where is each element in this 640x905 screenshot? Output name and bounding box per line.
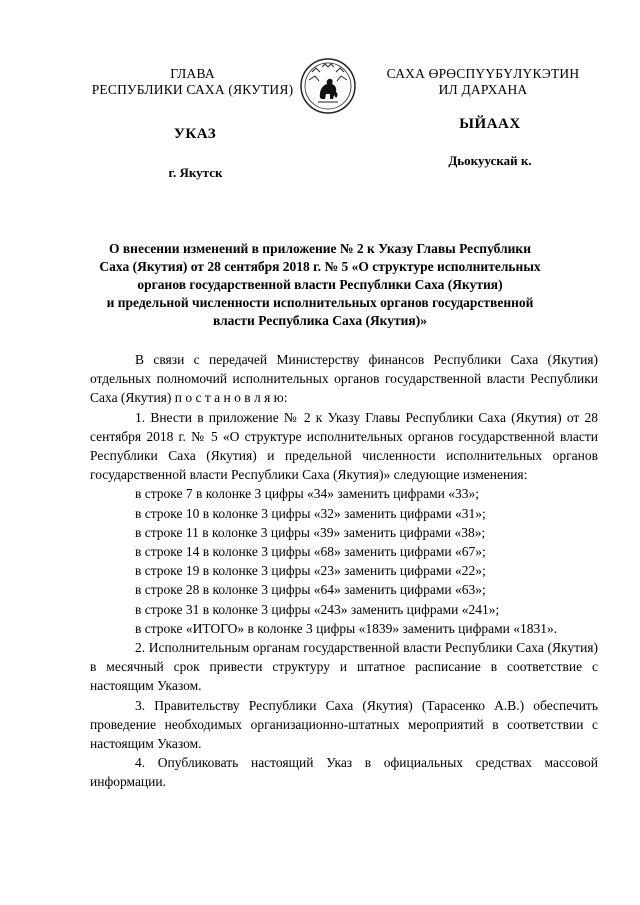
decree-title-line: органов государственной власти Республики Саха (Якутия) — [137, 277, 503, 292]
change-line: в строке 10 в колонке 3 цифры «32» заменить цифрами «31»; — [135, 505, 486, 521]
issuer-sakha-line1: САХА ӨРӨСПҮҮБҮЛҮКЭТИН — [386, 66, 580, 81]
item-4-paragraph: 4. Опубликовать настоящий Указ в официальных средствах массовой информации. — [90, 755, 598, 790]
decree-title — [90, 240, 550, 330]
item-2-paragraph: 2. Исполнительным органам государственной власти Республики Саха (Якутия) в месячный срок привести структуру и штатное расписание в соответствие с настоящим Указом. — [90, 640, 598, 694]
issuer-sakha-line2: ИЛ ДАРХАНА — [438, 82, 528, 97]
decree-title-line: и предельной численности исполнительных органов государственной — [106, 295, 534, 310]
item-3-paragraph: 3. Правительству Республики Саха (Якутия) (Тарасенко А.В.) обеспечить проведение необходимых организационно-штатных мероприятий в соответствии с настоящим Указом. — [90, 697, 598, 752]
change-line: в строке 14 в колонке 3 цифры «68» заменить цифрами «67»; — [135, 544, 486, 560]
preamble-paragraph: В связи с передачей Министерству финансов Республики Саха (Якутия) отдельных полномочий исполнительных органов государственной власти Республики Саха (Якутия) п о с т а н о в л я ю: — [90, 352, 598, 406]
item-1-paragraph: 1. Внести в приложение № 2 к Указу Главы Республики Саха (Якутия) от 28 сентября 2018 г. № 5 «О структуре исполнительных органов государственной власти Республики Саха (Якутия) и предельной численности исполнительных органов государственной власти Республики Саха (Якутия)» следующие изменения: — [90, 409, 598, 483]
change-line: в строке 19 в колонке 3 цифры «23» заменить цифрами «22»; — [135, 563, 486, 579]
issuer-ru-line2: РЕСПУБЛИКИ САХА (ЯКУТИЯ) — [91, 82, 294, 97]
decree-title-line: Саха (Якутия) от 28 сентября 2018 г. № 5 «О структуре исполнительных — [99, 259, 541, 274]
change-line: в строке 7 в колонке 3 цифры «34» заменить цифрами «33»; — [135, 486, 479, 502]
change-line: в строке 31 в колонке 3 цифры «243» заменить цифрами «241»; — [135, 601, 500, 617]
doc-type-sakha: ЫЙААХ — [459, 116, 521, 132]
city-ru: г. Якутск — [168, 165, 223, 180]
doc-type-ru: УКАЗ — [173, 126, 217, 142]
decree-title-line: О внесении изменений в приложение № 2 к Указу Главы Республики — [109, 241, 531, 256]
change-line: в строке «ИТОГО» в колонке 3 цифры «1839» заменить цифрами «1831». — [135, 620, 558, 636]
city-sakha: Дьокуускай к. — [448, 153, 532, 168]
emblem-icon — [300, 58, 356, 114]
decree-body — [90, 350, 598, 792]
change-line: в строке 11 в колонке 3 цифры «39» заменить цифрами «38»; — [135, 524, 486, 540]
issuer-ru — [85, 66, 300, 98]
change-line: в строке 28 в колонке 3 цифры «64» заменить цифрами «63»; — [135, 582, 486, 598]
issuer-ru-line1: ГЛАВА — [170, 66, 215, 81]
decree-title-line: власти Республика Саха (Якутия)» — [213, 313, 427, 328]
coat-of-arms-emblem — [300, 58, 356, 114]
issuer-sakha — [372, 66, 594, 98]
